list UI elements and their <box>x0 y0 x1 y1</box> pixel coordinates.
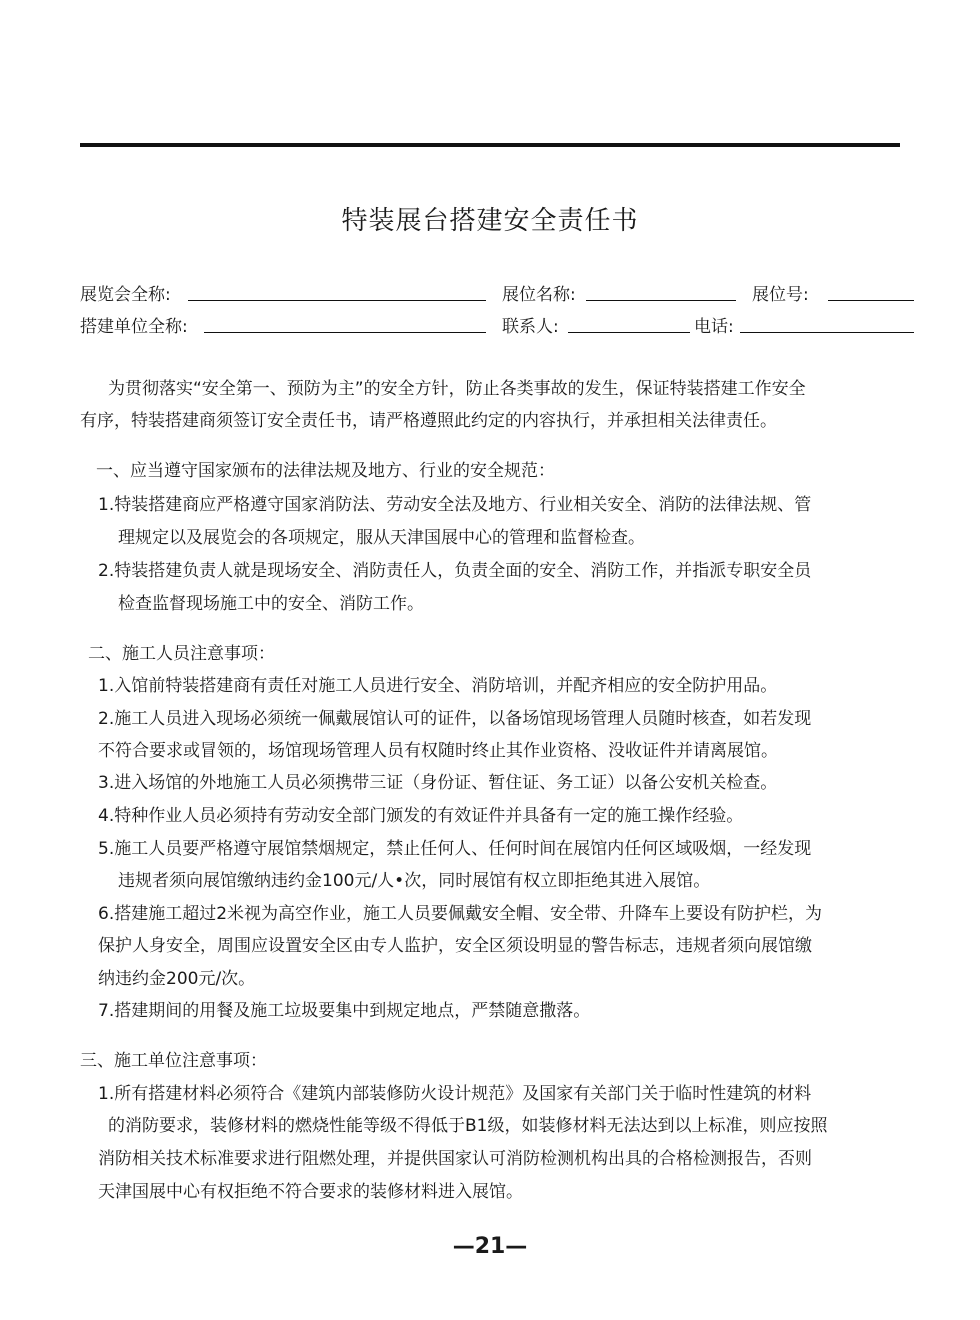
field-row-builder <box>80 312 916 338</box>
field-row-expo <box>80 280 916 306</box>
section-3-item-1-line-2: 的消防要求，装修材料的燃烧性能等级不得低于B1级，如装修材料无法达到以上标准，则应按照 <box>108 1116 828 1136</box>
section-2-item-3: 3.进入场馆的外地施工人员必须携带三证（身份证、暂住证、务工证）以备公安机关检查。 <box>98 773 778 793</box>
section-3-item-1-line-4: 天津国展中心有权拒绝不符合要求的装修材料进入展馆。 <box>98 1182 523 1202</box>
section-1-item-1-line-2: 理规定以及展览会的各项规定，服从天津国展中心的管理和监督检查。 <box>118 528 645 548</box>
section-2-item-6-line-2: 保护人身安全，周围应设置安全区由专人监护，安全区须设明显的警告标志，违规者须向展馆缴 <box>98 936 812 956</box>
booth-name-blank <box>586 300 736 301</box>
section-2-item-1: 1.入馆前特装搭建商有责任对施工人员进行安全、消防培训，并配齐相应的安全防护用品。 <box>98 676 778 696</box>
intro-line-1: 为贯彻落实“安全第一、预防为主”的安全方针，防止各类事故的发生，保证特装搭建工作安全 <box>108 379 806 399</box>
phone-blank <box>740 332 914 333</box>
section-2-item-6-line-3: 纳违约金200元/次。 <box>98 969 256 989</box>
contact-blank <box>568 332 690 333</box>
intro-line-2: 有序，特装搭建商须签订安全责任书，请严格遵照此约定的内容执行，并承担相关法律责任。 <box>80 411 777 431</box>
phone-label: 电话: <box>694 317 734 337</box>
booth-no-blank <box>828 300 914 301</box>
section-1-item-1-line-1: 1.特装搭建商应严格遵守国家消防法、劳动安全法及地方、行业相关安全、消防的法律法规、管 <box>98 495 812 515</box>
booth-no-label: 展位号: <box>752 285 809 305</box>
section-2-item-5-line-1: 5.施工人员要严格遵守展馆禁烟规定，禁止任何人、任何时间在展馆内任何区域吸烟，一经发现 <box>98 839 812 859</box>
document-title: 特装展台搭建安全责任书 <box>341 206 639 236</box>
expo-name-blank <box>188 300 486 301</box>
section-2-item-4: 4.特种作业人员必须持有劳动安全部门颁发的有效证件并具备有一定的施工操作经验。 <box>98 806 744 826</box>
header-rule <box>80 143 900 147</box>
section-3-item-1-line-3: 消防相关技术标准要求进行阻燃处理，并提供国家认可消防检测机构出具的合格检测报告，否则 <box>98 1149 812 1169</box>
section-2-heading: 二、施工人员注意事项： <box>88 644 275 664</box>
section-2-item-2-line-1: 2.施工人员进入现场必须统一佩戴展馆认可的证件，以备场馆现场管理人员随时核查，如若发现 <box>98 709 812 729</box>
section-2-item-5-line-2: 违规者须向展馆缴纳违约金100元/人•次，同时展馆有权立即拒绝其进入展馆。 <box>118 871 711 891</box>
contact-label: 联系人: <box>502 317 559 337</box>
section-1-item-2-line-2: 检查监督现场施工中的安全、消防工作。 <box>118 594 424 614</box>
section-1-item-2-line-1: 2.特装搭建负责人就是现场安全、消防责任人，负责全面的安全、消防工作，并指派专职安全员 <box>98 561 812 581</box>
section-2-item-7: 7.搭建期间的用餐及施工垃圾要集中到规定地点，严禁随意撒落。 <box>98 1001 591 1021</box>
section-1-heading: 一、应当遵守国家颁布的法律法规及地方、行业的安全规范： <box>96 461 555 481</box>
expo-name-label: 展览会全称: <box>80 285 171 305</box>
builder-name-blank <box>204 332 486 333</box>
section-3-item-1-line-1: 1.所有搭建材料必须符合《建筑内部装修防火设计规范》及国家有关部门关于临时性建筑的材料 <box>98 1084 812 1104</box>
section-2-item-2-line-2: 不符合要求或冒领的，场馆现场管理人员有权随时终止其作业资格、没收证件并请离展馆。 <box>98 741 778 761</box>
section-2-item-6-line-1: 6.搭建施工超过2米视为高空作业，施工人员要佩戴安全帽、安全带、升降车上要设有防护栏，为 <box>98 904 823 924</box>
booth-name-label: 展位名称: <box>502 285 576 305</box>
page-number: —21— <box>452 1234 528 1259</box>
builder-name-label: 搭建单位全称: <box>80 317 188 337</box>
section-3-heading: 三、施工单位注意事项： <box>80 1051 267 1071</box>
